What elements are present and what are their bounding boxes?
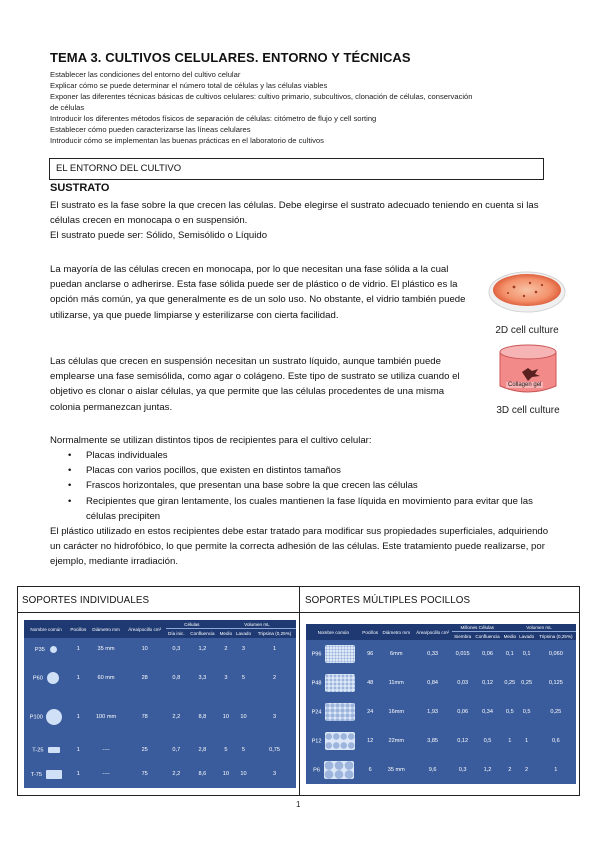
table-cell: 6: [368, 766, 372, 773]
column-header: Tripsina (0,25%): [536, 632, 576, 640]
table-cell: 25: [141, 747, 148, 754]
table-cell: 0,75: [269, 747, 280, 754]
table-cell: 48: [367, 680, 374, 687]
page-title: TEMA 3. CULTIVOS CELULARES. ENTORNO Y TÉCNICAS: [50, 50, 411, 65]
column-header: Lavado: [519, 633, 535, 639]
table-cell: 0,06: [457, 708, 469, 715]
table-cell: 1,2: [483, 766, 492, 773]
column-header: Lavado: [234, 629, 253, 638]
well-plate-icon: [324, 761, 354, 779]
table-cell: P6: [306, 755, 361, 784]
table-cell: 0,12: [482, 680, 493, 687]
table-cell: 1: [525, 737, 529, 744]
table-cell: 0,8: [172, 674, 181, 681]
table-row: [306, 755, 576, 784]
figure-3d-culture: [488, 342, 568, 416]
column-header: Nombre común: [306, 624, 361, 640]
table-cell: 1: [554, 766, 558, 773]
table-cell: 6mm: [390, 651, 403, 658]
table-cell: 5: [224, 747, 228, 754]
column-header: Área/pocillo cm²: [124, 620, 166, 638]
table-cell: 22mm: [388, 737, 405, 744]
table-cell: 11mm: [388, 680, 404, 687]
table-cell: 0,33: [427, 651, 439, 658]
dish-icon: [47, 672, 59, 684]
tables-divider: [299, 586, 300, 796]
table-cell: 1,2: [198, 646, 207, 653]
table-cell: 10: [240, 771, 247, 778]
table-individual-header: SOPORTES INDIVIDUALES: [22, 595, 150, 606]
table-cell: 5: [241, 747, 246, 754]
table-cell: P24: [306, 698, 361, 727]
table-cell: 0,25: [504, 680, 516, 687]
table-cell: 0,6: [551, 737, 560, 744]
table-row: [306, 669, 576, 698]
table-cell: 3: [272, 771, 277, 778]
objective-item: Introducir los diferentes métodos físicos de separación de células: citómetro de flujo y cell sorting: [50, 114, 377, 123]
table-cell: 2: [508, 766, 512, 773]
list-item: • Placas con varios pocillos, que existen en distintos tamaños: [68, 463, 538, 478]
table-cell: 12: [367, 737, 374, 744]
objective-item: Introducir cómo se implementan las buenas prácticas en el laboratorio de cultivos: [50, 136, 324, 145]
tables-header-rule: [17, 612, 580, 613]
table-cell: 1: [76, 714, 80, 721]
objective-item: de células: [50, 103, 85, 112]
table-cell: 10: [240, 714, 247, 721]
group-header: Millones Células: [452, 624, 502, 632]
table-row: [24, 761, 296, 788]
column-header: Nombre común: [24, 620, 68, 638]
table-cell: 1,93: [427, 708, 439, 715]
column-header: Confluencia: [187, 629, 218, 638]
group-header: Volumen mL: [502, 624, 576, 632]
table-cell: 16mm: [388, 708, 405, 715]
table-cell: 0,3: [172, 646, 181, 653]
dish-icon: [50, 646, 57, 653]
table-cell: P60: [24, 660, 68, 695]
table-cell: 3: [224, 674, 228, 681]
petri-dish-icon: [484, 262, 570, 318]
table-cell: 10: [222, 771, 229, 778]
objective-item: Exponer las diferentes técnicas básicas de cultivos celulares: cultivo primario, subcultivos, clonación de células, conservación: [50, 92, 473, 101]
table-cell: 5: [241, 674, 246, 681]
table-row: [24, 660, 296, 695]
column-header: Pocillos: [361, 624, 380, 640]
table-cell: ----: [102, 747, 110, 754]
column-header: Área/pocillo cm²: [413, 624, 453, 640]
paragraph-text: El sustrato puede ser: Sólido, Semisólido o Líquido: [50, 230, 268, 242]
table-cell: 0,25: [521, 680, 533, 687]
table-cell: 35 mm: [387, 766, 405, 773]
well-plate-icon: [325, 732, 355, 750]
dish-icon: [46, 709, 62, 725]
list-item: • Frascos horizontales, que presentan una base sobre la que crecen las células: [68, 478, 538, 493]
paragraph-3: Las células que crecen en suspensión necesitan un sustrato líquido, aunque también puede emplearse una fase semisólida, como agar o colágeno. Este tipo de sustrato se utiliza cuando el objetivo es clonar o aislar células, ya que permite que las células procedentes de una misma colonia permanezcan juntas.: [50, 356, 460, 413]
figure-caption: 3D cell culture: [496, 405, 560, 416]
paragraph-2: La mayoría de las células crecen en monocapa, por lo que necesitan una fase sólida a la cual puedan anclarse o adherirse. Esta fase sólida puede ser de plástico o de vidrio. El plástico es la opción más común, ya que generalmente es de un solo uso. No obstante, el vidrio también puede utilizarse, ya que puede limpiarse y esterilizarse con cierta facilidad.: [50, 264, 466, 321]
table-cell: 35 mm: [97, 646, 115, 653]
table-row: [306, 640, 576, 669]
table-cell: 3: [272, 714, 277, 721]
column-header: Medio: [219, 631, 233, 636]
table-cell: P96: [306, 640, 361, 669]
table-cell: 0,7: [172, 747, 181, 754]
column-header: Tripsina (0,25%): [253, 629, 296, 638]
table-cell: 2: [272, 674, 277, 681]
table-cell: 3,3: [198, 674, 207, 681]
table-cell: 1: [76, 674, 80, 681]
table-cell: 0,84: [427, 680, 439, 687]
column-header: Pocillos: [68, 620, 88, 638]
table-cell: 2,2: [172, 771, 181, 778]
page-number: 1: [296, 800, 301, 809]
individual-supports-table: [24, 620, 296, 788]
table-cell: 78: [141, 714, 148, 721]
table-cell: 10: [141, 646, 148, 653]
table-cell: 28: [141, 674, 148, 681]
table-cell: 0,3: [458, 766, 467, 773]
objective-item: Establecer las condiciones del entorno del cultivo celular: [50, 70, 241, 79]
column-header: Medio: [503, 633, 517, 639]
table-cell: 1: [272, 646, 277, 653]
table-cell: 0,015: [455, 651, 470, 658]
table-cell: 0,5: [505, 708, 514, 715]
paragraph-1: [50, 198, 550, 244]
table-cell: P48: [306, 669, 361, 698]
table-cell: T-75: [24, 761, 68, 788]
well-plate-icon: [325, 645, 355, 663]
table-cell: 0,5: [483, 737, 492, 744]
table-cell: 100 mm: [95, 714, 117, 721]
table-cell: 0,060: [548, 651, 563, 658]
column-header: Confluencia: [473, 632, 502, 640]
table-row: [24, 695, 296, 740]
table-cell: 3,85: [427, 737, 439, 744]
table-cell: 0,1: [522, 651, 531, 658]
paragraph-4: Normalmente se utilizan distintos tipos de recipientes para el cultivo celular:: [50, 435, 372, 446]
objectives-list: [50, 69, 550, 146]
table-cell: 2: [224, 646, 228, 653]
table-cell: 0,1: [505, 651, 514, 658]
table-cell: 8,8: [198, 714, 207, 721]
flask-icon: [48, 747, 60, 753]
table-cell: 1: [76, 747, 80, 754]
column-header: Siembra: [454, 633, 472, 639]
list-item: • Recipientes que giran lentamente, los cuales mantienen la fase líquida en movimiento para evitar que las células precipiten: [68, 494, 538, 524]
table-cell: ----: [102, 771, 110, 778]
container-list: [68, 448, 538, 524]
table-cell: 0,25: [550, 708, 562, 715]
table-cell: 0,03: [457, 680, 469, 687]
table-cell: 8,6: [198, 771, 207, 778]
figure-caption: 2D cell culture: [495, 325, 559, 336]
subtitle: SUSTRATO: [50, 182, 110, 194]
table-cell: 2: [525, 766, 529, 773]
column-header: Diámetro mm: [380, 624, 413, 640]
table-cell: 24: [367, 708, 374, 715]
figure-2d-culture: [484, 262, 570, 334]
table-cell: 96: [367, 651, 374, 658]
table-cell: 0,125: [548, 680, 563, 687]
well-plate-icon: [325, 674, 355, 692]
table-cell: 2,8: [198, 747, 207, 754]
table-cell: 9,6: [428, 766, 437, 773]
paragraph-5: El plástico utilizado en estos recipientes debe estar tratado para modificar sus propiedades superficiales, adquiriendo un carácter no hidrofóbico, lo que permite la correcta adhesión de las células. Este tratamiento puede realizarse, por ejemplo, mediante irradiación.: [50, 526, 549, 568]
table-cell: 1: [76, 646, 80, 653]
table-cell: 60 mm: [97, 674, 115, 681]
group-header: Volumen mL: [218, 620, 296, 629]
column-header: Día inic.: [166, 629, 187, 638]
table-cell: 0,12: [457, 737, 469, 744]
table-cell: 2,2: [172, 714, 181, 721]
table-row: [24, 740, 296, 761]
column-header: Diámetro mm: [88, 620, 123, 638]
objective-item: Explicar cómo se puede determinar el número total de células y las células viables: [50, 81, 328, 90]
table-cell: P12: [306, 726, 361, 755]
list-item: • Placas individuales: [68, 448, 538, 463]
table-cell: 1: [76, 771, 80, 778]
table-cell: 3: [241, 646, 246, 653]
table-multiple-header: SOPORTES MÚLTIPLES POCILLOS: [305, 595, 471, 606]
group-header: Células: [166, 620, 218, 629]
multiple-wells-table: [306, 624, 576, 784]
table-row: [306, 726, 576, 755]
objective-item: Establecer cómo pueden caracterizarse las líneas celulares: [50, 125, 251, 134]
gel-dish-icon: [488, 342, 568, 398]
paragraph-text: El sustrato es la fase sobre la que crecen las células. Debe elegirse el sustrato adecuado teniendo en cuenta si las células crecen en monocapa o en suspensión.: [50, 200, 539, 227]
table-row: [306, 698, 576, 727]
well-plate-icon: [325, 703, 355, 721]
table-cell: 1: [508, 737, 512, 744]
table-cell: 75: [141, 771, 148, 778]
figure-label: Collagen gel: [508, 382, 542, 388]
table-cell: 0,5: [522, 708, 531, 715]
flask-icon: [46, 770, 62, 779]
table-cell: T-25: [24, 740, 68, 761]
table-cell: 0,34: [482, 708, 493, 715]
table-cell: P100: [24, 695, 68, 740]
table-row: [24, 638, 296, 660]
table-cell: P35: [24, 638, 68, 660]
section-heading-box: EL ENTORNO DEL CULTIVO: [49, 158, 544, 180]
table-cell: 10: [222, 714, 229, 721]
table-cell: 0,06: [482, 651, 493, 658]
